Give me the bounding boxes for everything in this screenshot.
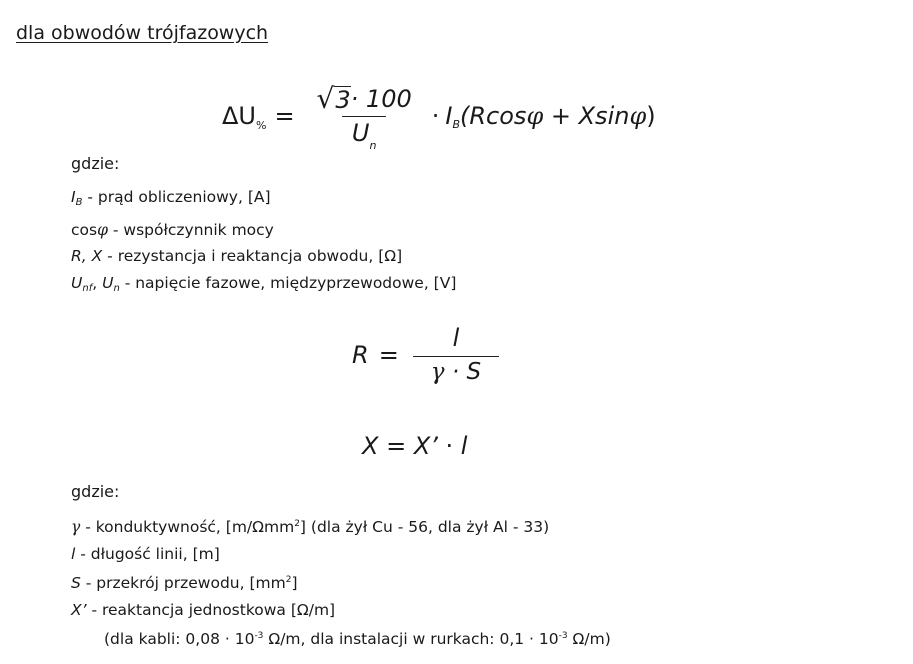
definition-ib: $I_B$ - prąd obliczeniowy, [A] (71, 188, 271, 208)
fraction-numerator (307, 82, 422, 116)
ib-symbol: I (445, 102, 453, 130)
un-subscript: n (369, 139, 377, 152)
resistance-formula (352, 324, 503, 385)
paren-close: ) (646, 102, 656, 130)
gamma-symbol: γ (430, 359, 445, 385)
definition-x-prime: X’ - reaktancja jednostkowa [Ω/m] (71, 600, 336, 619)
radical-sign-icon: √ (316, 82, 335, 115)
fraction (413, 324, 499, 385)
definition-l: l - długość linii, [m] (71, 544, 220, 563)
definition-cosphi: cosφ - współczynnik mocy (71, 220, 274, 239)
equals-sign: = (378, 340, 399, 369)
definitions-list-1 (71, 184, 456, 302)
ib-subscript: B (452, 117, 461, 131)
denominator-rest: · S (444, 359, 482, 385)
where-label-1: gdzie: (71, 154, 120, 173)
definition-s: S - przekrój przewodu, $[mm^2]$ (71, 574, 298, 592)
l-symbol: l (460, 432, 468, 460)
equals-sign: = (378, 432, 414, 460)
section-heading: dla obwodów trójfazowych (16, 22, 269, 44)
definition-rx: R, X - rezystancja i reaktancja obwodu, [Ω] (71, 247, 403, 265)
definition-unf-un: $U_{nf}$, $U_n$ - napięcie fazowe, międzyprzewodowe, [V] (71, 273, 457, 294)
equals-sign: = (274, 102, 295, 130)
where-label-2: gdzie: (71, 482, 120, 501)
definitions-list-2 (71, 511, 611, 653)
r-symbol: R (352, 340, 369, 369)
fraction (307, 82, 422, 152)
numerator-rest: · 100 (350, 85, 412, 113)
un-symbol: U (351, 119, 370, 147)
phi-symbol-2: φ (629, 102, 647, 130)
fraction-denominator (413, 356, 499, 385)
paren-open-rcos: (Rcos (460, 102, 527, 130)
phi-symbol-1: φ (526, 102, 544, 130)
reactance-formula (362, 432, 467, 460)
fraction-denominator (342, 116, 387, 152)
definition-x-prime-values: (dla kabli: $0,08 \cdot 10^{-3}$ Ω/m, dla instalacji w rurkach: $0,1 \cdot 10^{-3}$ Ω/m) (104, 630, 611, 648)
x-prime-symbol: X’ (413, 432, 438, 460)
voltage-drop-formula (222, 82, 656, 152)
fraction-numerator: l (452, 324, 460, 352)
plus-xsin: + Xsin (543, 102, 630, 130)
percent-subscript: % (255, 118, 267, 132)
multiply-dot: · (431, 102, 440, 130)
delta-u-symbol: ΔU (222, 102, 256, 130)
x-symbol: X (362, 432, 379, 460)
radicand: 3 (335, 85, 351, 114)
multiply-dot: · (437, 432, 461, 460)
square-root (316, 82, 351, 115)
definition-gamma: γ - konduktywność, [m/Ωmm$^2$] (dla żył Cu - 56, dla żył Al - 33) (71, 518, 550, 536)
